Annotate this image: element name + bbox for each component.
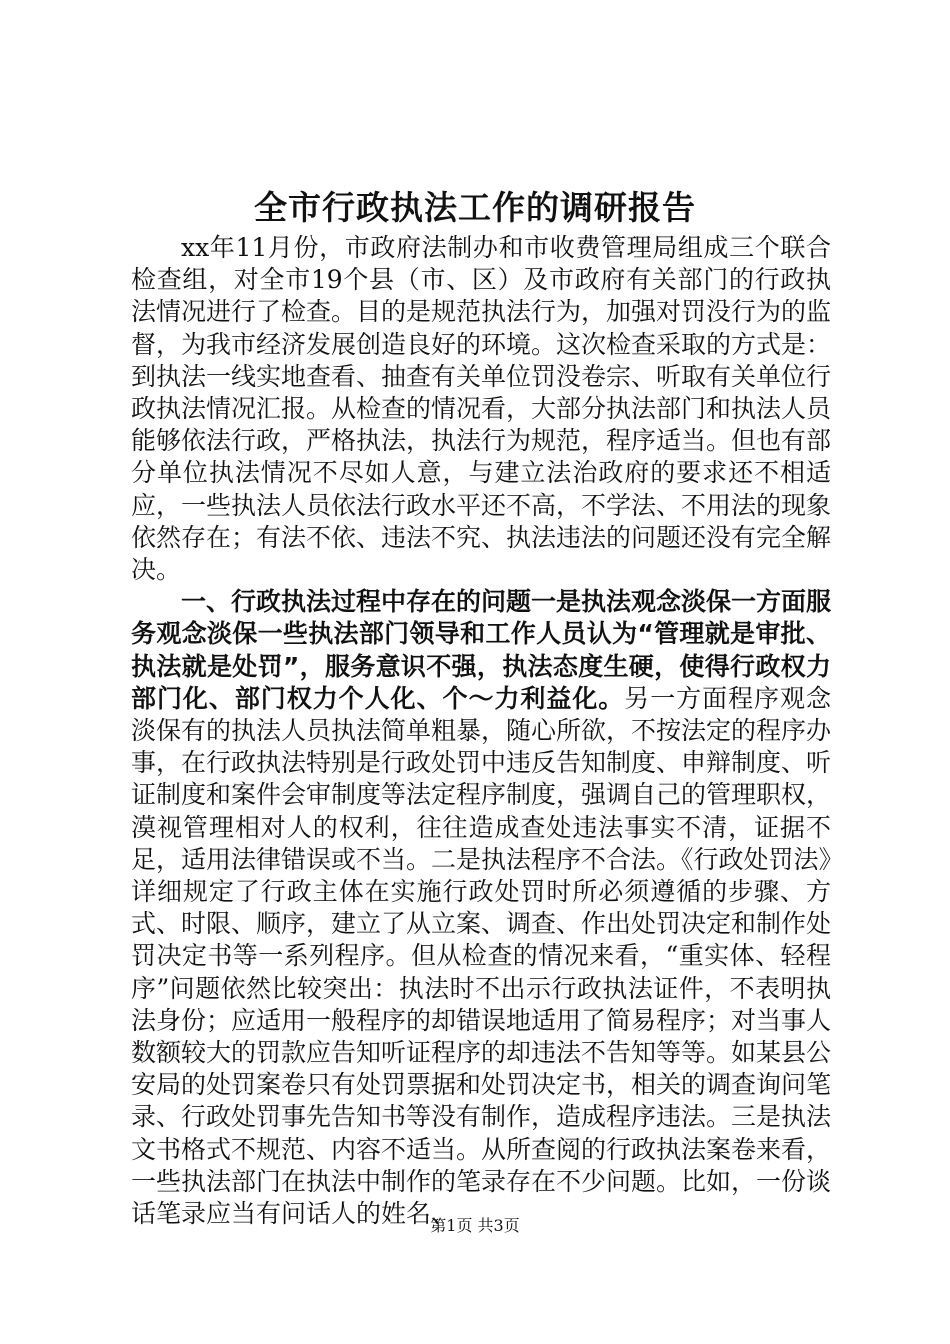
section-heading-problems: 一、行政执法过程中存在的问题一是执法观念淡保一方面服务观念淡保一些执法部门领导和工作人员认为“管理就是审批、执法就是处罚”，服务意识不强，执法态度生硬，使得行政权力部门化、部门权力个人化、个～力利益化。 [131, 587, 832, 713]
paragraph-problems [131, 586, 831, 1230]
paragraph-intro: xx年11月份，市政府法制办和市收费管理局组成三个联合检查组，对全市19个县（市、区）及市政府有关部门的行政执法情况进行了检查。目的是规范执法行为，加强对罚没行为的监督，为我市经济发展创造良好的环境。这次检查采取的方式是：到执法一线实地查看、抽查有关单位罚没卷宗、听取有关单位行政执法情况汇报。从检查的情况看，大部分执法部门和执法人员能够依法行政，严格执法，执法行为规范，程序适当。但也有部分单位执法情况不尽如人意，与建立法治政府的要求还不相适应，一些执法人员依法行政水平还不高，不学法、不用法的现象依然存在；有法不依、违法不究、执法违法的问题还没有完全解决。 [131, 233, 832, 585]
page-footer: 第1页 共3页 [430, 1216, 520, 1235]
paragraph-problems-text: 另一方面程序观念淡保有的执法人员执法简单粗暴，随心所欲，不按法定的程序办事，在行政执法特别是行政处罚中违反告知制度、申辩制度、听证制度和案件会审制度等法定程序制度，强调自己的管理职权，漠视管理相对人的权利，往往造成查处违法事实不清，证据不足，适用法律错误或不当。二是执法程序不合法。《行政处罚法》详细规定了行政主体在实施行政处罚时所必须遵循的步骤、方式、时限、顺序，建立了从立案、调查、作出处罚决定和制作处罚决定书等一系列程序。但从检查的情况来看，“重实体、轻程序”问题依然比较突出：执法时不出示行政执法证件，不表明执法身份；应适用一般程序的却错误地适用了简易程序；对当事人数额较大的罚款应告知听证程序的却违法不告知等等。如某县公安局的处罚案卷只有处罚票据和处罚决定书，相关的调查询问笔录、行政处罚事先告知书等没有制作，造成程序违法。三是执法文书格式不规范、内容不适当。从所查阅的行政执法案卷来看，一些执法部门在执法中制作的笔录存在不少问题。比如，一份谈话笔录应当有问话人的姓名、 [131, 683, 832, 1229]
document-body [131, 232, 831, 1230]
document-title: 全市行政执法工作的调研报告 [254, 188, 696, 227]
